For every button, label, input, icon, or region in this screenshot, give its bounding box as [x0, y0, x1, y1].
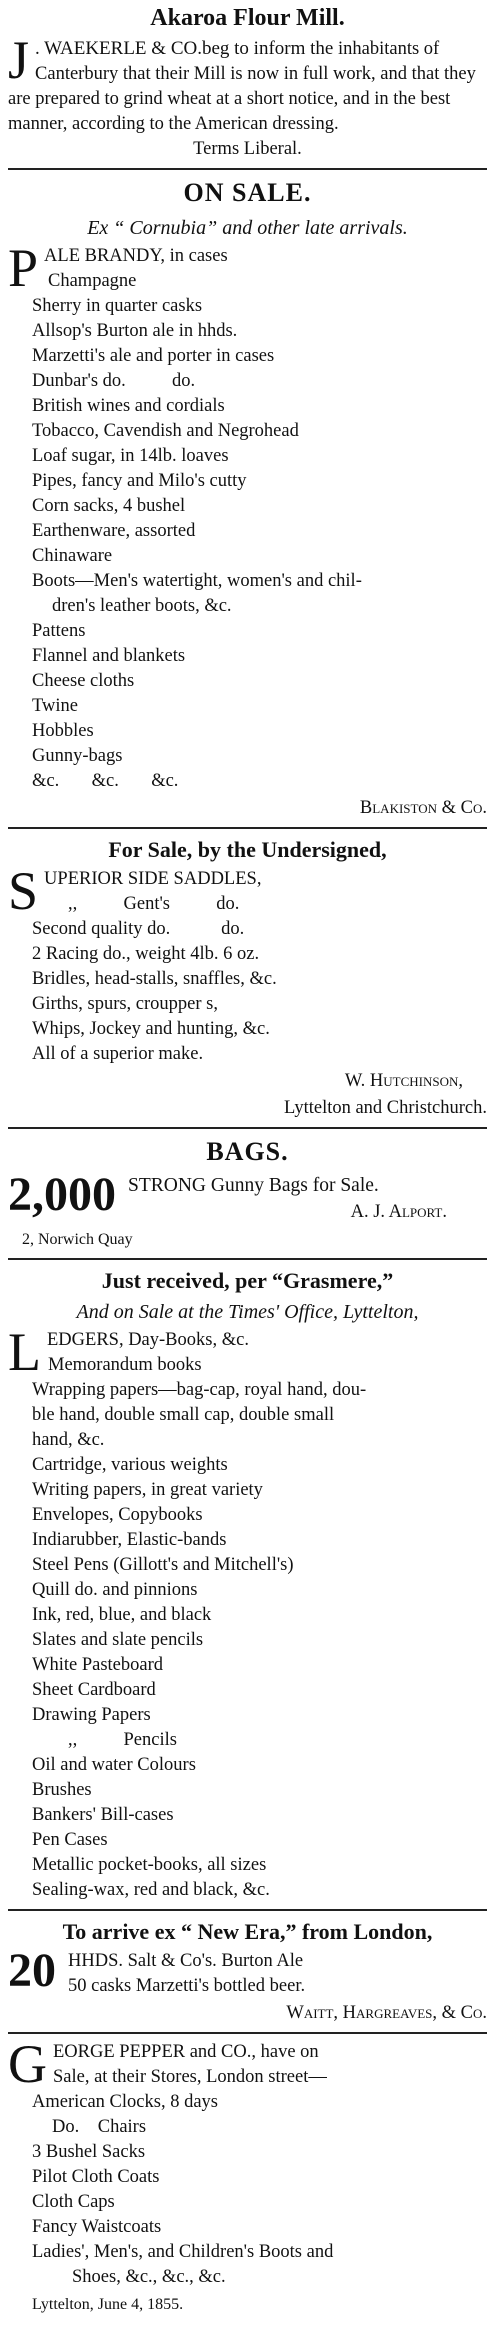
list-item: Cartridge, various weights: [32, 1455, 228, 1475]
on-sale-ad: [8, 176, 487, 821]
list-item: Marzetti's ale and porter in cases: [32, 346, 275, 366]
bags-heading: BAGS.: [206, 1137, 289, 1166]
flour-mill-title: Akaroa Flour Mill.: [150, 5, 345, 31]
list-item: Wrapping papers—bag-cap, royal hand, dou-: [32, 1380, 367, 1400]
new-era-signature: Waitt, Hargreaves, & Co.: [286, 2003, 487, 2023]
saddles-heading: For Sale, by the Undersigned,: [108, 837, 387, 862]
new-era-line2: 50 casks Marzetti's bottled beer.: [68, 1976, 306, 1996]
new-era-number: 20: [8, 1944, 56, 1997]
list-item: Ink, red, blue, and black: [32, 1605, 212, 1625]
list-item: Metallic pocket-books, all sizes: [32, 1855, 267, 1875]
flour-mill-terms: Terms Liberal.: [193, 139, 302, 159]
list-item: Bridles, head-stalls, snaffles, &c.: [32, 969, 277, 989]
divider: [8, 1127, 487, 1129]
list-item: Sheet Cardboard: [32, 1680, 156, 1700]
divider: [8, 168, 487, 170]
list-item: Pilot Cloth Coats: [32, 2167, 160, 2187]
list-item: Oil and water Colours: [32, 1755, 196, 1775]
pepper-first-line: EORGE PEPPER and CO., have on: [53, 2042, 319, 2062]
saddles-location: Lyttelton and Christchurch.: [284, 1098, 487, 1118]
list-item: Corn sacks, 4 bushel: [32, 496, 186, 516]
list-item: Girths, spurs, croupper s,: [32, 994, 219, 1014]
flour-mill-text: inhabitants of Canterbury that their Mill is now in full work, and that they are prepared to grind wheat at a short notice, and in the best manner, according to the American dressing.: [8, 39, 476, 134]
divider: [8, 2032, 487, 2034]
list-item: 3 Bushel Sacks: [32, 2142, 146, 2162]
list-item: Cheese cloths: [32, 671, 135, 691]
pepper-ad: [8, 2034, 487, 2317]
list-item: American Clocks, 8 days: [32, 2092, 218, 2112]
list-item: Envelopes, Copybooks: [32, 1505, 203, 1525]
on-sale-heading: ON SALE.: [183, 178, 312, 207]
list-item: All of a superior make.: [32, 1044, 204, 1064]
flour-mill-dropcap: J: [8, 30, 30, 90]
list-item: Whips, Jockey and hunting, &c.: [32, 1019, 270, 1039]
bags-ad: [8, 1135, 487, 1252]
new-era-line1: HHDS. Salt & Co's. Burton Ale: [68, 1951, 304, 1971]
pepper-dropcap: G: [8, 2034, 47, 2094]
list-item: Do. Chairs: [52, 2117, 147, 2137]
list-item: ,, Gent's do.: [68, 894, 240, 914]
on-sale-first-line: ALE BRANDY, in cases: [44, 246, 228, 266]
divider: [8, 827, 487, 829]
list-item: Cloth Caps: [32, 2192, 115, 2212]
list-item: Fancy Waistcoats: [32, 2217, 162, 2237]
list-item: Loaf sugar, in 14lb. loaves: [32, 446, 229, 466]
new-era-heading: To arrive ex “ New Era,” from London,: [62, 1919, 433, 1944]
list-item: ,, Pencils: [68, 1730, 177, 1750]
list-item: Earthenware, assorted: [32, 521, 196, 541]
bags-number: 2,000: [8, 1168, 116, 1221]
list-item: ble hand, double small cap, double small: [32, 1405, 335, 1425]
list-item: hand, &c.: [32, 1430, 105, 1450]
list-item: Writing papers, in great variety: [32, 1480, 263, 1500]
list-item: Steel Pens (Gillott's and Mitchell's): [32, 1555, 294, 1575]
list-item: Quill do. and pinnions: [32, 1580, 198, 1600]
list-item: Slates and slate pencils: [32, 1630, 204, 1650]
list-item: Brushes: [32, 1780, 92, 1800]
list-item: Gunny-bags: [32, 746, 123, 766]
list-item: Second quality do. do.: [32, 919, 245, 939]
list-item: Dunbar's do. do.: [32, 371, 196, 391]
on-sale-signature: Blakiston & Co.: [359, 798, 487, 818]
list-item: &c. &c. &c.: [32, 771, 179, 791]
ledgers-first-line: EDGERS, Day-Books, &c.: [47, 1330, 249, 1350]
ledgers-ad: [8, 1266, 487, 1903]
saddles-ad: [8, 835, 487, 1121]
saddles-dropcap: S: [8, 861, 39, 921]
list-item: White Pasteboard: [32, 1655, 163, 1675]
list-item: Hobbles: [32, 721, 94, 741]
list-item: Drawing Papers: [32, 1705, 151, 1725]
list-item: Boots—Men's watertight, women's and chil-: [32, 571, 362, 591]
list-item: British wines and cordials: [32, 396, 225, 416]
list-item: Sealing-wax, red and black, &c.: [32, 1880, 270, 1900]
list-item: Indiarubber, Elastic-bands: [32, 1530, 227, 1550]
list-item: Flannel and blankets: [32, 646, 186, 666]
list-item: Pipes, fancy and Milo's cutty: [32, 471, 247, 491]
list-item: Allsop's Burton ale in hhds.: [32, 321, 238, 341]
list-item: Pen Cases: [32, 1830, 108, 1850]
list-item: 2 Racing do., weight 4lb. 6 oz.: [32, 944, 260, 964]
on-sale-subheading: Ex “ Cornubia” and other late arrivals.: [87, 217, 408, 239]
bags-signature: A. J. Alport.: [350, 1202, 447, 1222]
pepper-dateline: Lyttelton, June 4, 1855.: [32, 2296, 184, 2313]
pepper-second-line: Sale, at their Stores, London street—: [53, 2067, 327, 2087]
newspaper-column: [0, 2, 495, 2317]
list-item: Twine: [32, 696, 78, 716]
list-item: Chinaware: [32, 546, 113, 566]
flour-mill-first-line: . WAEKERLE & CO.beg to inform the: [35, 38, 334, 59]
divider: [8, 1909, 487, 1911]
ledgers-subheading: And on Sale at the Times' Office, Lyttelton,: [76, 1301, 419, 1323]
ledgers-dropcap: L: [8, 1322, 41, 1382]
saddles-signature: W. Hutchinson,: [344, 1071, 463, 1091]
list-item: Memorandum books: [48, 1355, 202, 1375]
bags-address: 2, Norwich Quay: [22, 1231, 133, 1248]
list-item: Ladies', Men's, and Children's Boots and: [32, 2242, 334, 2262]
list-item: Sherry in quarter casks: [32, 296, 203, 316]
list-item: Champagne: [48, 271, 137, 291]
list-item: Shoes, &c., &c., &c.: [72, 2267, 226, 2287]
flour-mill-ad: [8, 2, 487, 162]
ledgers-heading: Just received, per “Grasmere,”: [101, 1268, 394, 1293]
list-item: dren's leather boots, &c.: [52, 596, 232, 616]
on-sale-dropcap: P: [8, 238, 39, 298]
saddles-first-line: UPERIOR SIDE SADDLES,: [44, 869, 262, 889]
list-item: Pattens: [32, 621, 86, 641]
list-item: Bankers' Bill-cases: [32, 1805, 174, 1825]
list-item: Tobacco, Cavendish and Negrohead: [32, 421, 299, 441]
bags-text: STRONG Gunny Bags for Sale.: [128, 1175, 379, 1196]
divider: [8, 1258, 487, 1260]
new-era-ad: [8, 1917, 487, 2026]
